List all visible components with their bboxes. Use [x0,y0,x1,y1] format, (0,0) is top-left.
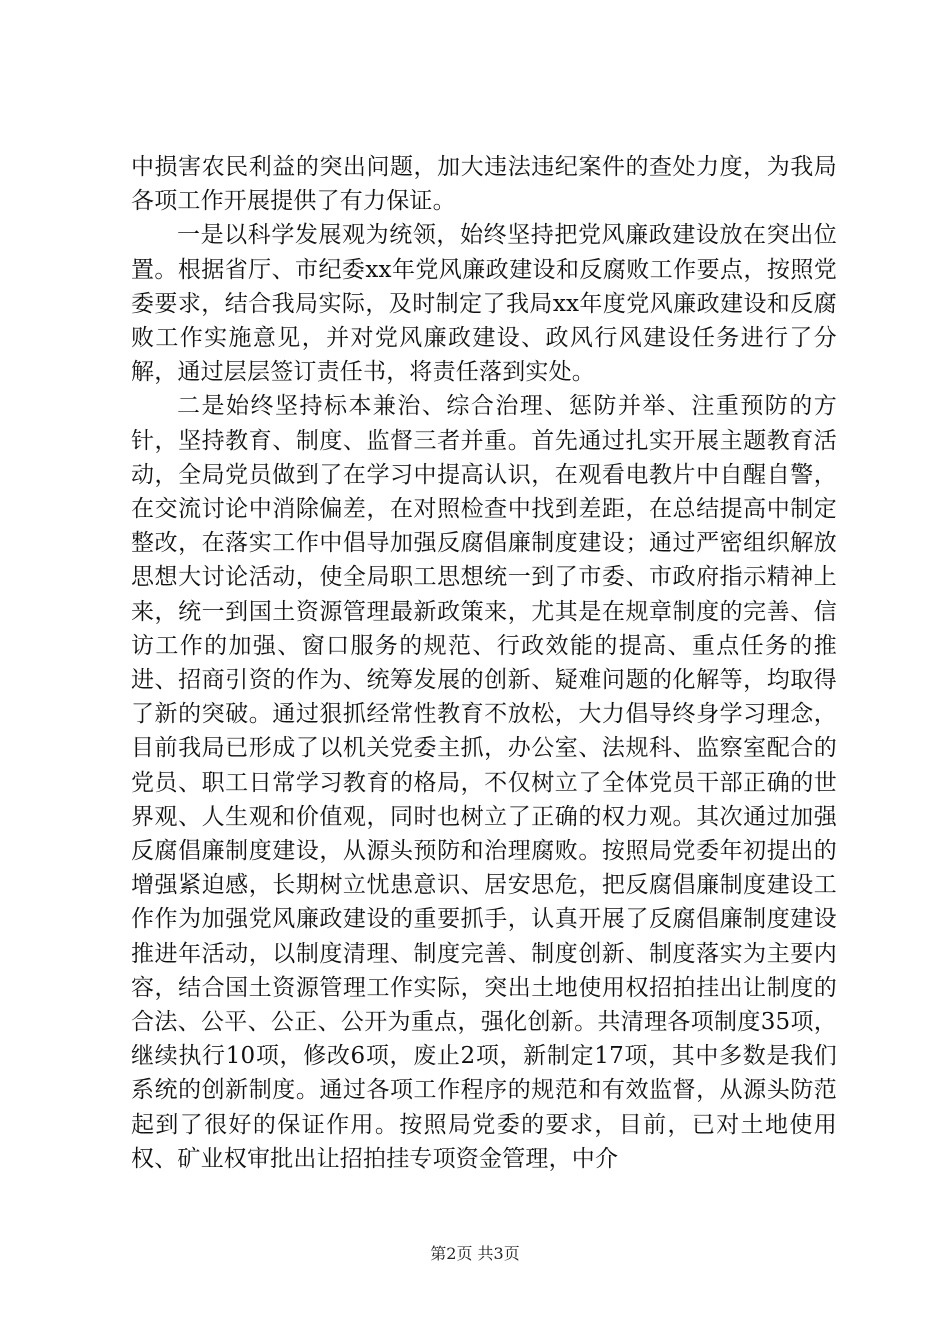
document-body [131,150,837,1176]
page-footer: 第2页 共3页 [430,1244,520,1263]
paragraph-point-one: 一是以科学发展观为统领，始终坚持把党风廉政建设放在突出位置。根据省厅、市纪委xx年党风廉政建设和反腐败工作要点，按照党委要求，结合我局实际，及时制定了我局xx年度党风廉政建设和反腐败工作实施意见，并对党风廉政建设、政风行风建设任务进行了分解，通过层层签订责任书，将责任落到实处。 [131,222,837,386]
paragraph-point-two: 二是始终坚持标本兼治、综合治理、惩防并举、注重预防的方针，坚持教育、制度、监督三者并重。首先通过扎实开展主题教育活动，全局党员做到了在学习中提高认识，在观看电教片中自醒自警，在交流讨论中消除偏差，在对照检查中找到差距，在总结提高中制定整改，在落实工作中倡导加强反腐倡廉制度建设；通过严密组织解放思想大讨论活动，使全局职工思想统一到了市委、市政府指示精神上来，统一到国土资源管理最新政策来，尤其是在规章制度的完善、信访工作的加强、窗口服务的规范、行政效能的提高、重点任务的推进、招商引资的作为、统筹发展的创新、疑难问题的化解等，均取得了新的突破。通过狠抓经常性教育不放松，大力倡导终身学习理念，目前我局已形成了以机关党委主抓，办公室、法规科、监察室配合的党员、职工日常学习教育的格局，不仅树立了全体党员干部正确的世界观、人生观和价值观，同时也树立了正确的权力观。其次通过加强反腐倡廉制度建设，从源头预防和治理腐败。按照局党委年初提出的增强紧迫感，长期树立忧患意识、居安思危，把反腐倡廉制度建设工作作为加强党风廉政建设的重要抓手，认真开展了反腐倡廉制度建设推进年活动，以制度清理、制度完善、制度创新、制度落实为主要内容，结合国土资源管理工作实际，突出土地使用权招拍挂出让制度的合法、公平、公正、公开为重点，强化创新。共清理各项制度35项，继续执行10项，修改6项，废止2项，新制定17项，其中多数是我们系统的创新制度。通过各项工作程序的规范和有效监督，从源头防范起到了很好的保证作用。按照局党委的要求，目前，已对土地使用权、矿业权审批出让招拍挂专项资金管理，中介 [131,393,837,1172]
paragraph-continuation: 中损害农民利益的突出问题，加大违法违纪案件的查处力度，为我局各项工作开展提供了有力保证。 [131,154,837,215]
